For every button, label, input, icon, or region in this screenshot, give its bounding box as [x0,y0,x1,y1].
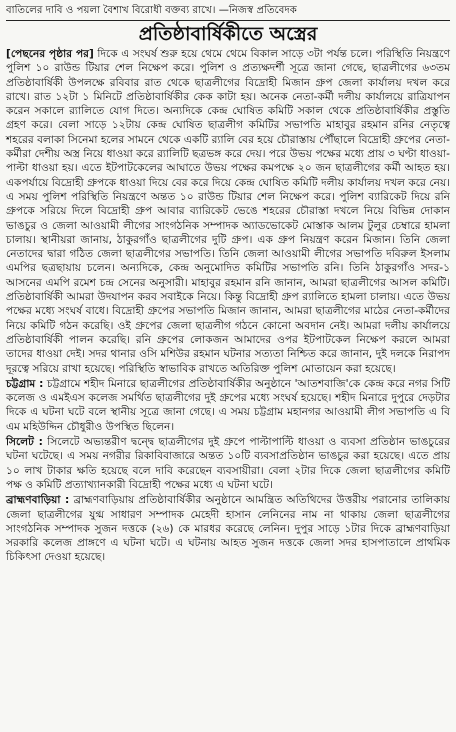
section-body: সিলেটে অভ্যন্তরীণ দ্বন্দ্বে ছাত্রলীগের দুই গ্রুপে পাল্টাপাল্টি ধাওয়া ও ব্যবসা প্রতিষ্ঠান ভাঙচুরের ঘটনা ঘটেছে। এ সময় নগরীর রিকাবিবাজারে অন্তত ১০টি ব্যবসাপ্রতিষ্ঠান ভাঙচুর করা হয়েছে। এতে প্রায় ১০ লাখ টাকার ক্ষতি হয়েছে বলে দাবি করেছেন ব্যবসায়ীরা। বেলা ২টার দিকে জেলা ছাত্রলীগের কমিটি পক্ষ ও কমিটি প্রত্যাখ্যানকারী বিদ্রোহী পক্ষের মধ্যে এ ঘটনা ঘটে। [6,436,450,491]
dateline-sylhet: সিলেট : [6,436,43,449]
section-brahmanbaria [6,493,450,564]
section-chattogram [6,377,450,434]
divider [6,20,450,21]
continued-label: [পেছনের পৃষ্ঠার পর] [6,48,94,60]
dateline-brahmanbaria: ব্রাহ্মণবাড়িয়া : [6,494,70,507]
dateline-chattogram: চট্টগ্রাম : [6,377,44,390]
headline: প্রতিষ্ঠাবার্ষিকীতে অস্ত্রের [138,23,318,45]
main-paragraph [6,47,450,376]
section-body: ব্রাহ্মণবাড়িয়ায় প্রতিষ্ঠাবার্ষিকীর অনুষ্ঠানে আমন্ত্রিত অতিথিদের উত্তরীয় পরানোর তালিকায় জেলা ছাত্রলীগের যুগ্ম সাধারণ সম্পাদক মেহেদী হাসান লেনিনের নাম না থাকায় জেলা ছাত্রলীগের সাংগঠনিক সম্পাদক সুজন দত্তকে (২৬) কে মারধর করেছে লেনিন। দুপুর সাড়ে ১টার দিকে ব্রাহ্মণবাড়িয়া সরকারি কলেজ প্রাঙ্গণে এ ঘটনা ঘটে। এ ঘটনায় আহত সুজন দত্তকে জেলা সদর হাসপাতালে প্রাথমিক চিকিৎসা দেওয়া হয়েছে। [6,494,450,564]
section-sylhet [6,435,450,492]
main-body: দিকে এ সংঘর্ষ শুরু হয়ে থেমে থেমে বিকাল সাড়ে ৩টা পর্যন্ত চলে। পরিস্থিতি নিয়ন্ত্রণে পুলিশ ১০ রাউন্ড টিয়ার শেল নিক্ষেপ করে। পুলিশ ও প্রত্যক্ষদর্শী সূত্রে জানা গেছে, ছাত্রলীগের ৬৩তম প্রতিষ্ঠাবার্ষিকী উপলক্ষে রবিবার রাত থেকে ছাত্রলীগের বিদ্রোহী মিজান গ্রুপ জেলা কার্যালয় দখল করে রাখে। রাত ১২টা ১ মিনিটে প্রতিষ্ঠাবার্ষিকীর কেক কাটা হয়। অনেক নেতা-কর্মী দলীয় কার্যালয়ে রাত্রিযাপন করেন সকালে র‍্যালিতে যোগ দিতে। অন্যদিকে কেন্দ্র ঘোষিত কমিটি সকাল থেকে প্রতিষ্ঠাবার্ষিকীর প্রস্তুতি গ্রহণ করে। বেলা সাড়ে ১২টায় কেন্দ্র ঘোষিত ছাত্রলীগ কমিটির সভাপতি মাহাবুর রহমান রনির নেতৃত্বে শহরের বলাকা সিনেমা হলের সামনে থেকে একটি র‍্যালি বের হয়ে চৌরাস্তায় পৌঁছালে বিদ্রোহী গ্রুপের নেতা-কর্মীরা দেশীয় অস্ত্র নিয়ে ধাওয়া করে র‍্যালিটি ছত্রভঙ্গ করে দেয়। পরে উভয় পক্ষের মধ্যে প্রায় ৩ ঘণ্টা ধাওয়া-পাল্টা ধাওয়া হয়। এতে ইটপাটকেলের আঘাতে উভয় পক্ষের কমপক্ষে ২০ জন ছাত্রলীগের কর্মী আহত হয়। একপর্যায়ে বিদ্রোহী গ্রুপকে ধাওয়া দিয়ে বের করে দিয়ে কেন্দ্র ঘোষিত কমিটি দলীয় কার্যালয় দখল করে নেয়। এ সময় পুলিশ পরিস্থিতি নিয়ন্ত্রণে অন্তত ১০ রাউন্ড টিয়ার শেল নিক্ষেপ করে। পুলিশ ব্যারিকেট দিয়ে রনি গ্রুপকে সরিয়ে দিলে বিদ্রোহী গ্রুপ আবার ব্যারিকেট ভেঙে শহরের চৌরাস্তা দখলে নিয়ে বিভিন্ন দোকান ভাঙচুর ও জেলা আওয়ামী লীগের সাংগঠনিক সম্পাদক অ্যাডভোকেট মোস্তাক আলম টুলুর চেম্বারে হামলা চালায়। স্থানীয়রা জানায়, ঠাকুরগাঁও ছাত্রলীগের দুটি গ্রুপ। এক গ্রুপ নিয়ন্ত্রণ করেন মিজান। তিনি জেলা নেতাদের দ্বারা গঠিত জেলা ছাত্রলীগের সভাপতি। তিনি জেলা আওয়ামী লীগের সভাপতি দবিরুল ইসলাম এমপির ছত্রছায়ায় চলেন। অন্যদিকে, কেন্দ্র অনুমোদিত কমিটির সভাপতি রনি। তিনি ঠাকুরগাঁও সদর-১ আসনের এমপি রমেশ চন্দ্র সেনের অনুসারী। মাহাবুর রহমান রনি জানান, আমরা ছাত্রলীগের আসল কমিটি। প্রতিষ্ঠাবার্ষিকী আমরা উদযাপন করব সবাইকে নিয়ে। কিন্তু বিদ্রোহী গ্রুপ র‍্যালিতে হামলা চালায়। এতে উভয় পক্ষের মধ্যে সংঘর্ষ বাধে। বিদ্রোহী গ্রুপের সভাপতি মিজান জানান, আমরা ছাত্রলীগের মাঠের নেতা-কর্মীদের নিয়ে কমিটি গঠন করেছি। ওই গ্রুপের জেলা ছাত্রলীগ গঠনে কোনো অবদান নেই। আমরা দলীয় কার্যালয়ে প্রতিষ্ঠাবার্ষিকী পালন করেছি। রনি গ্রুপের লোকজন আমাদের ওপর ইটপাটকেল নিক্ষেপ করলে আমরা তাদের ধাওয়া দেই। সদর থানার ওসি মশিউর রহমান ঘটনার সত্যতা নিশ্চিত করে জানান, দুই দলকে নিরাপদ দূরত্বে সরিয়ে রাখা হয়েছে। পরিস্থিতি স্বাভাবিক রাখতে অতিরিক্ত পুলিশ মোতায়েন করা হয়েছে। [6,48,451,375]
previous-article-tail: বাতিলের দাবি ও পয়লা বৈশাখ বিরোধী বক্তব্য রাখে। —নিজস্ব প্রতিবেদক [6,5,297,16]
section-body: চট্টগ্রামে শহীদ মিনারে ছাত্রলীগের প্রতিষ্ঠাবার্ষিকীর অনুষ্ঠানে 'আতশবাজি'কে কেন্দ্র করে নগর সিটি কলেজ ও এমইএস কলেজ সমর্থিত ছাত্রলীগের দুই গ্রুপের মধ্যে সংঘর্ষ হয়েছে। শহীদ মিনারে দুপুরে দেড়টার দিকে এ ঘটনা ঘটে বলে স্থানীয় সূত্রে জানা গেছে। এ সময় চট্টগ্রাম মহানগর আওয়ামী লীগ সভাপতি এ বি এম মহিউদ্দিন চৌধুরীও উপস্থিত ছিলেন। [6,377,451,433]
